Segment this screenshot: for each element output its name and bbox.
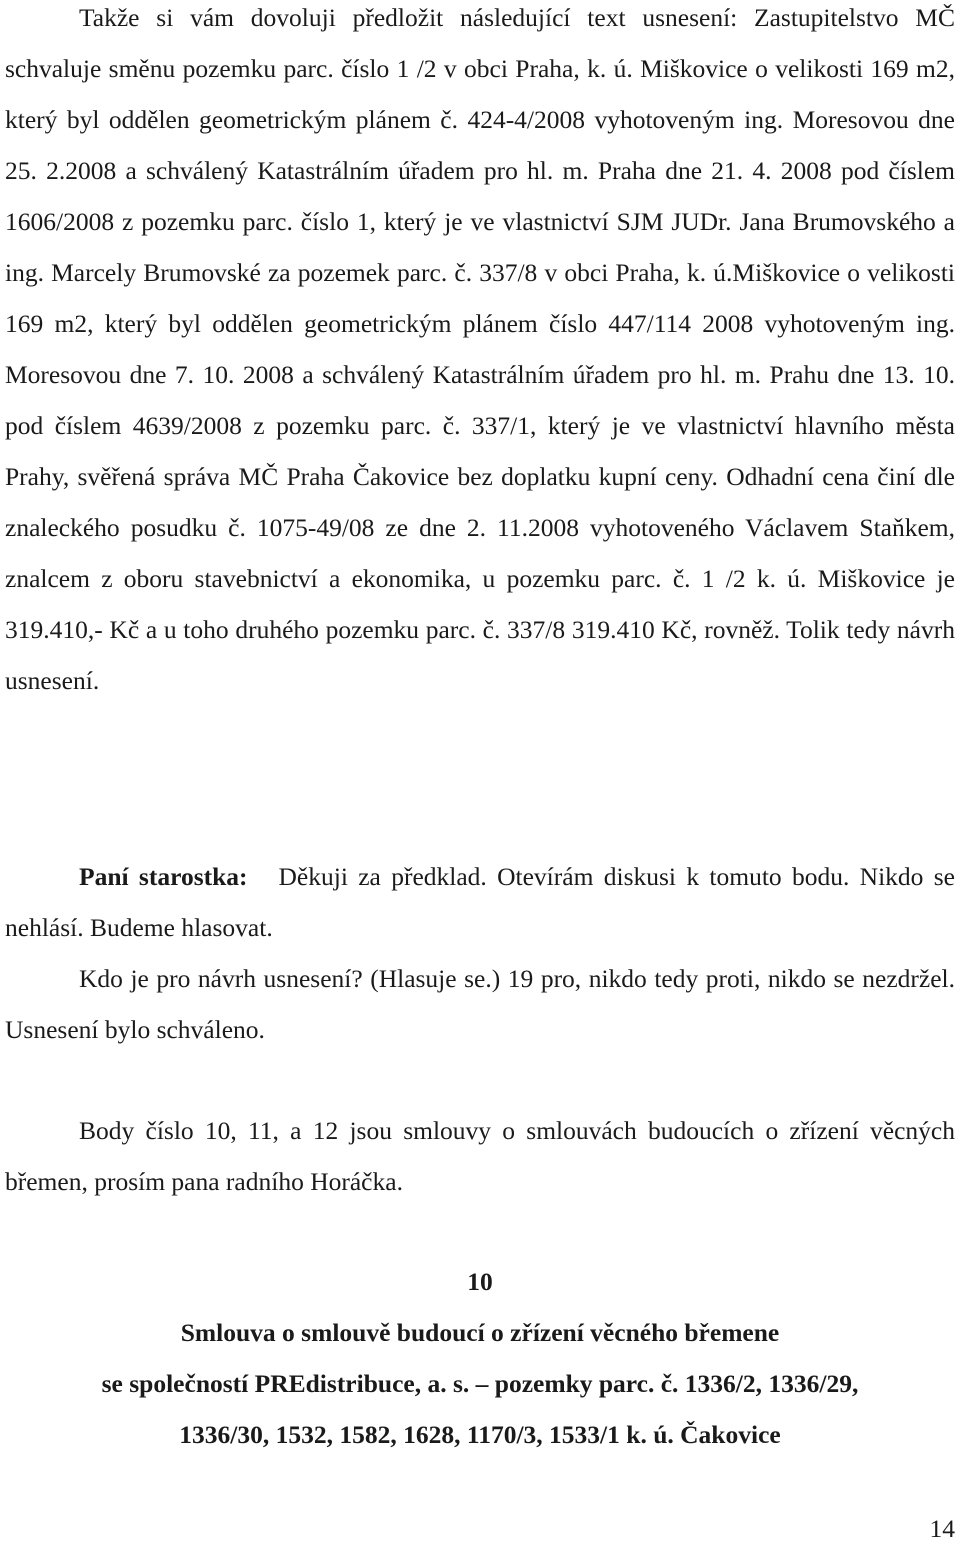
vote-paragraph <box>5 953 955 1055</box>
section-subtitle-line1: se společností PREdistribuce, a. s. – pozemky parc. č. 1336/2, 1336/29, <box>101 1369 859 1398</box>
proposal-paragraph <box>5 0 955 706</box>
proposal-text: Takže si vám dovoluji předložit následující text usnesení: Zastupitelstvo MČ schvaluje směnu pozemku parc. číslo 1 /2 v obci Praha, k. ú. Miškovice o velikosti 169 m2, který byl oddělen geometrickým plánem č. 424-4/2008 vyhotoveným ing. Moresovou dne 25. 2.2008 a schválený Katastrálním úřadem pro hl. m. Praha dne 21. 4. 2008 pod číslem 1606/2008 z pozemku parc. číslo 1, který je ve vlastnictví SJM JUDr. Jana Brumovského a ing. Marcely Brumovské za pozemek parc. č. 337/8 v obci Praha, k. ú.Miškovice o velikosti 169 m2, který byl oddělen geometrickým plánem číslo 447/114 2008 vyhotoveným ing. Moresovou dne 7. 10. 2008 a schválený Katastrálním úřadem pro hl. m. Prahu dne 13. 10. pod číslem 4639/2008 z pozemku parc. č. 337/1, který je ve vlastnictví hlavního města Prahy, svěřená správa MČ Praha Čakovice bez doplatku kupní ceny. Odhadní cena činí dle znaleckého posudku č. 1075-49/08 ze dne 2. 11.2008 vyhotoveného Václavem Staňkem, znalcem z oboru stavebnictví a ekonomika, u pozemku parc. č. 1 /2 k. ú. Miškovice je 319.410,- Kč a u toho druhého pozemku parc. č. 337/8 319.410 Kč, rovněž. Tolik tedy návrh usnesení. <box>5 3 955 695</box>
section-subtitle-line2: 1336/30, 1532, 1582, 1628, 1170/3, 1533/1 k. ú. Čakovice <box>179 1420 781 1449</box>
agenda-text: Body číslo 10, 11, a 12 jsou smlouvy o smlouvách budoucích o zřízení věcných břemen, prosím pana radního Horáčka. <box>5 1116 955 1196</box>
agenda-paragraph <box>5 1105 955 1207</box>
section-number: 10 <box>467 1267 493 1296</box>
vote-text: Kdo je pro návrh usnesení? (Hlasuje se.) 19 pro, nikdo tedy proti, nikdo se nezdržel. Usnesení bylo schváleno. <box>5 964 955 1044</box>
section-title: Smlouva o smlouvě budoucí o zřízení věcného břemene <box>180 1318 780 1347</box>
page-number: 14 <box>929 1514 955 1543</box>
mayor-text: Děkuji za předklad. Otevírám diskusi k tomuto bodu. Nikdo se nehlásí. Budeme hlasovat. <box>5 862 955 942</box>
mayor-paragraph <box>5 851 955 953</box>
speaker-label: Paní starostka: <box>79 862 248 891</box>
